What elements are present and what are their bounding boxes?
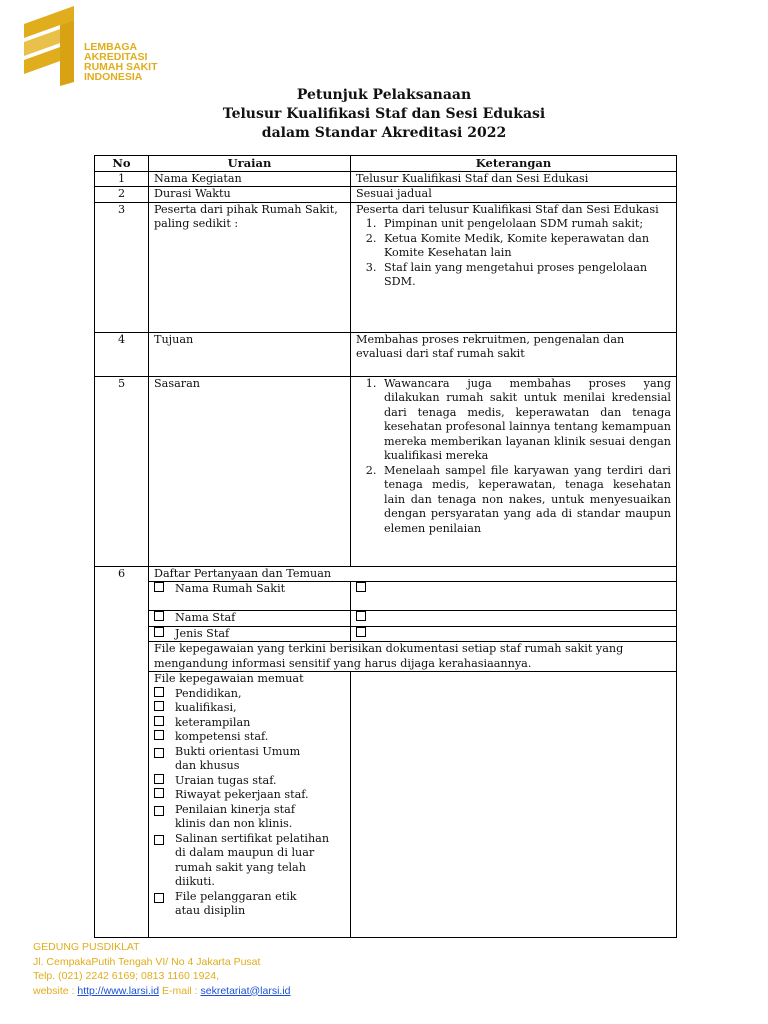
table-row xyxy=(95,626,677,642)
logo-line: LEMBAGA xyxy=(84,41,138,53)
file-item: Uraian tugas staf. xyxy=(154,774,345,789)
checkbox-icon xyxy=(154,788,164,798)
logo-line: RUMAH SAKIT xyxy=(84,61,158,73)
list-item: 3. Staf lain yang mengetahui proses pengelolaan SDM. xyxy=(380,261,671,290)
checkbox-icon xyxy=(356,582,366,592)
row-no: 2 xyxy=(95,187,149,203)
logo-text xyxy=(84,42,158,82)
list-item: 2. Menelaah sampel file karyawan yang terdiri dari tenaga medis, keperawatan, tenaga kesehatan lain dan tenaga non nakes, untuk menyesuaikan dengan persyaratan yang ada di standar maupun elemen penilaian xyxy=(380,464,671,537)
checkbox-icon xyxy=(154,730,164,740)
file-list-cell xyxy=(149,672,351,938)
title-line-2: Telusur Kualifikasi Staf dan Sesi Edukasi xyxy=(222,106,546,122)
table-row xyxy=(95,376,677,566)
row-keterangan xyxy=(351,202,677,332)
row-uraian: Durasi Waktu xyxy=(149,187,351,203)
checkbox-icon xyxy=(356,611,366,621)
row-keterangan: Membahas proses rekruitmen, pengenalan dan evaluasi dari staf rumah sakit xyxy=(351,332,677,376)
website-link[interactable]: http://www.larsi.id xyxy=(77,984,160,997)
footer-phone: Telp. (021) 2242 6169; 0813 1160 1924, xyxy=(33,970,220,982)
row-keterangan: Telusur Kualifikasi Staf dan Sesi Edukasi xyxy=(351,171,677,187)
footer-contact: website : http://www.larsi.id E-mail : sekretariat@larsi.id xyxy=(33,984,291,997)
checkbox-icon xyxy=(154,716,164,726)
row-no: 6 xyxy=(95,566,149,938)
table-row xyxy=(95,642,677,672)
title-line-1: Petunjuk Pelaksanaan xyxy=(296,87,472,103)
checkbox-icon xyxy=(154,774,164,784)
row-no: 5 xyxy=(95,376,149,566)
row-uraian: Sasaran xyxy=(149,376,351,566)
table-row xyxy=(95,187,677,203)
peserta-intro: Peserta dari telusur Kualifikasi Staf dan Sesi Edukasi xyxy=(356,202,659,216)
check-cell xyxy=(149,611,351,627)
footer xyxy=(33,940,291,998)
table-row xyxy=(95,582,677,611)
logo-line: AKREDITASI xyxy=(84,51,148,63)
row-uraian: Nama Kegiatan xyxy=(149,171,351,187)
note-cell: File kepegawaian yang terkini berisikan dokumentasi setiap staf rumah sakit yang mengandung informasi sensitif yang harus dijaga kerahasiaannya. xyxy=(149,642,677,672)
checkbox-icon xyxy=(154,627,164,637)
table-row xyxy=(95,566,677,582)
check-value-cell xyxy=(351,626,677,642)
check-cell xyxy=(149,626,351,642)
table-row xyxy=(95,332,677,376)
footer-building: GEDUNG PUSDIKLAT xyxy=(33,941,140,953)
check-label: Jenis Staf xyxy=(175,626,230,640)
checkbox-icon xyxy=(154,893,164,903)
list-item: 1. Wawancara juga membahas proses yang dilakukan rumah sakit untuk menilai kredensial dari tenaga medis, keperawatan dan tenaga kesehatan profesonal lainnya tentang kemampuan mereka memberikan layanan klinik sesuai dengan kualifikasi mereka xyxy=(380,377,671,464)
list-item: 2. Ketua Komite Medik, Komite keperawatan dan Komite Kesehatan lain xyxy=(380,232,671,261)
check-value-cell xyxy=(351,582,677,611)
file-item: Salinan sertifikat pelatihan di dalam maupun di luar rumah sakit yang telah diikuti. xyxy=(154,832,345,890)
row-uraian: Daftar Pertanyaan dan Temuan xyxy=(149,566,677,582)
row-keterangan xyxy=(351,376,677,566)
document-title xyxy=(0,86,768,143)
file-notes-cell xyxy=(351,672,677,938)
row-uraian: Tujuan xyxy=(149,332,351,376)
email-link[interactable]: sekretariat@larsi.id xyxy=(200,984,291,997)
checkbox-icon xyxy=(154,748,164,758)
table-row xyxy=(95,672,677,938)
main-table xyxy=(94,155,677,938)
checkbox-icon xyxy=(154,806,164,816)
larsi-logo-mark-icon xyxy=(24,6,84,86)
list-item: 1. Pimpinan unit pengelolaan SDM rumah sakit; xyxy=(380,217,671,232)
checkbox-icon xyxy=(154,835,164,845)
checkbox-icon xyxy=(154,701,164,711)
check-value-cell xyxy=(351,611,677,627)
check-label: Nama Staf xyxy=(175,611,236,624)
file-item: keterampilan xyxy=(154,716,345,731)
file-item: Bukti orientasi Umum dan khusus xyxy=(154,745,345,774)
row-uraian: Peserta dari pihak Rumah Sakit, paling sedikit : xyxy=(149,202,351,332)
file-item: Riwayat pekerjaan staf. xyxy=(154,788,345,803)
footer-address: Jl. CempakaPutih Tengah VI/ No 4 Jakarta Pusat xyxy=(33,955,261,968)
file-intro: File kepegawaian memuat xyxy=(154,672,304,685)
checkbox-icon xyxy=(154,687,164,697)
file-item: Penilaian kinerja staf klinis dan non klinis. xyxy=(154,803,345,832)
row-keterangan: Sesuai jadual xyxy=(351,187,677,203)
title-line-3: dalam Standar Akreditasi 2022 xyxy=(261,125,507,141)
file-item: kompetensi staf. xyxy=(154,730,345,745)
header-keterangan: Keterangan xyxy=(351,156,677,172)
table-row xyxy=(95,202,677,332)
peserta-list xyxy=(356,217,671,290)
checkbox-icon xyxy=(154,611,164,621)
table-row xyxy=(95,611,677,627)
checkbox-icon xyxy=(154,582,164,592)
row-no: 1 xyxy=(95,171,149,187)
file-item: Pendidikan, xyxy=(154,687,345,702)
table-row xyxy=(95,171,677,187)
sasaran-list xyxy=(356,377,671,537)
logo-line: INDONESIA xyxy=(84,71,143,83)
row-no: 4 xyxy=(95,332,149,376)
file-item: File pelanggaran etik atau disiplin xyxy=(154,890,345,919)
check-cell xyxy=(149,582,351,611)
table-header-row xyxy=(95,156,677,172)
check-label: Nama Rumah Sakit xyxy=(175,582,286,595)
header-no: No xyxy=(95,156,149,172)
file-item: kualifikasi, xyxy=(154,701,345,716)
checkbox-icon xyxy=(356,627,366,637)
header-uraian: Uraian xyxy=(149,156,351,172)
row-no: 3 xyxy=(95,202,149,332)
